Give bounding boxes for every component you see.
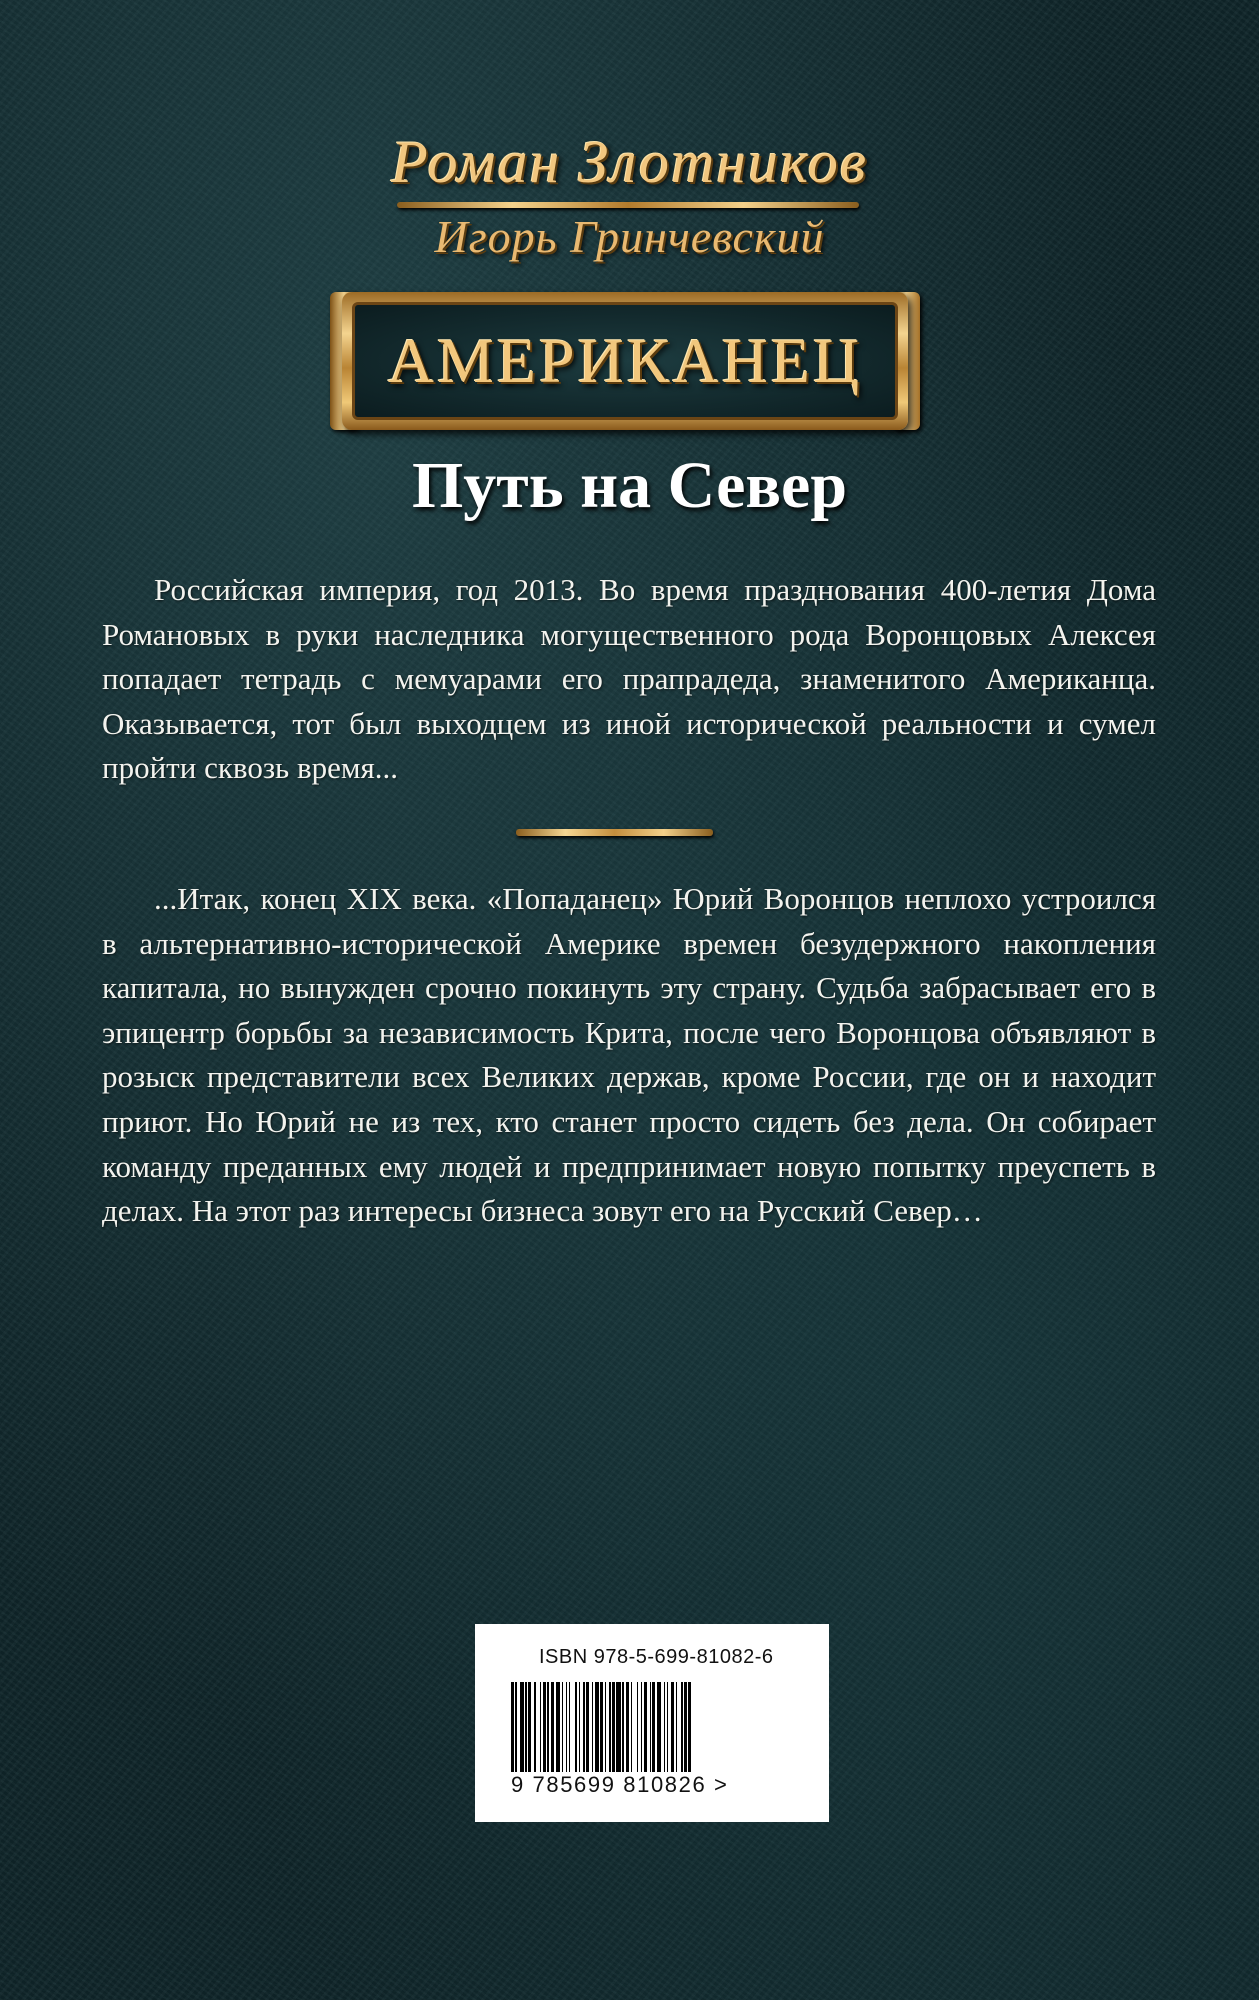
isbn-label: ISBN 978-5-699-81082-6 [539,1646,774,1668]
barcode-space [691,1682,692,1772]
gold-divider [516,829,713,836]
annotation-paragraph-2: ...Итак, конец XIX века. «Попаданец» Юрий Воронцов неплохо устроился в альтернативно-исторической Америке времен безудержного накопления капитала, но вынужден срочно покинуть эту страну. Судьба забрасывает его в эпицентр борьбы за независимость Крита, после чего Воронцова объявляют в розыск представители всех Великих держав, кроме России, где он и находит приют. Но Юрий не из тех, кто станет просто сидеть без дела. Он собирает команду преданных ему людей и предпринимает новую попытку преуспеть в делах. На этот раз интересы бизнеса зовут его на Русский Север… [102,881,1156,1229]
book-title: Путь на Север [411,449,848,522]
barcode-panel [475,1624,829,1822]
barcode-bars [511,1682,751,1772]
author-secondary: Игорь Гринчевский [434,211,825,262]
author-underline [397,202,859,208]
series-plaque [342,292,908,430]
annotation-paragraph-1: Российская империя, год 2013. Во время празднования 400-летия Дома Романовых в руки наследника могущественного рода Воронцовых Алексея попадает тетрадь с мемуарами его прапрадеда, знаменитого Американца. Оказывается, тот был выходцем из иной исторической реальности и сумел пройти сквозь время... [102,572,1156,786]
author-primary: Роман Злотников [391,129,868,195]
series-plaque-inner [352,302,898,420]
series-title: АМЕРИКАНЕЦ [387,325,863,396]
barcode-digits: 9 785699 810826 > [511,1772,729,1797]
